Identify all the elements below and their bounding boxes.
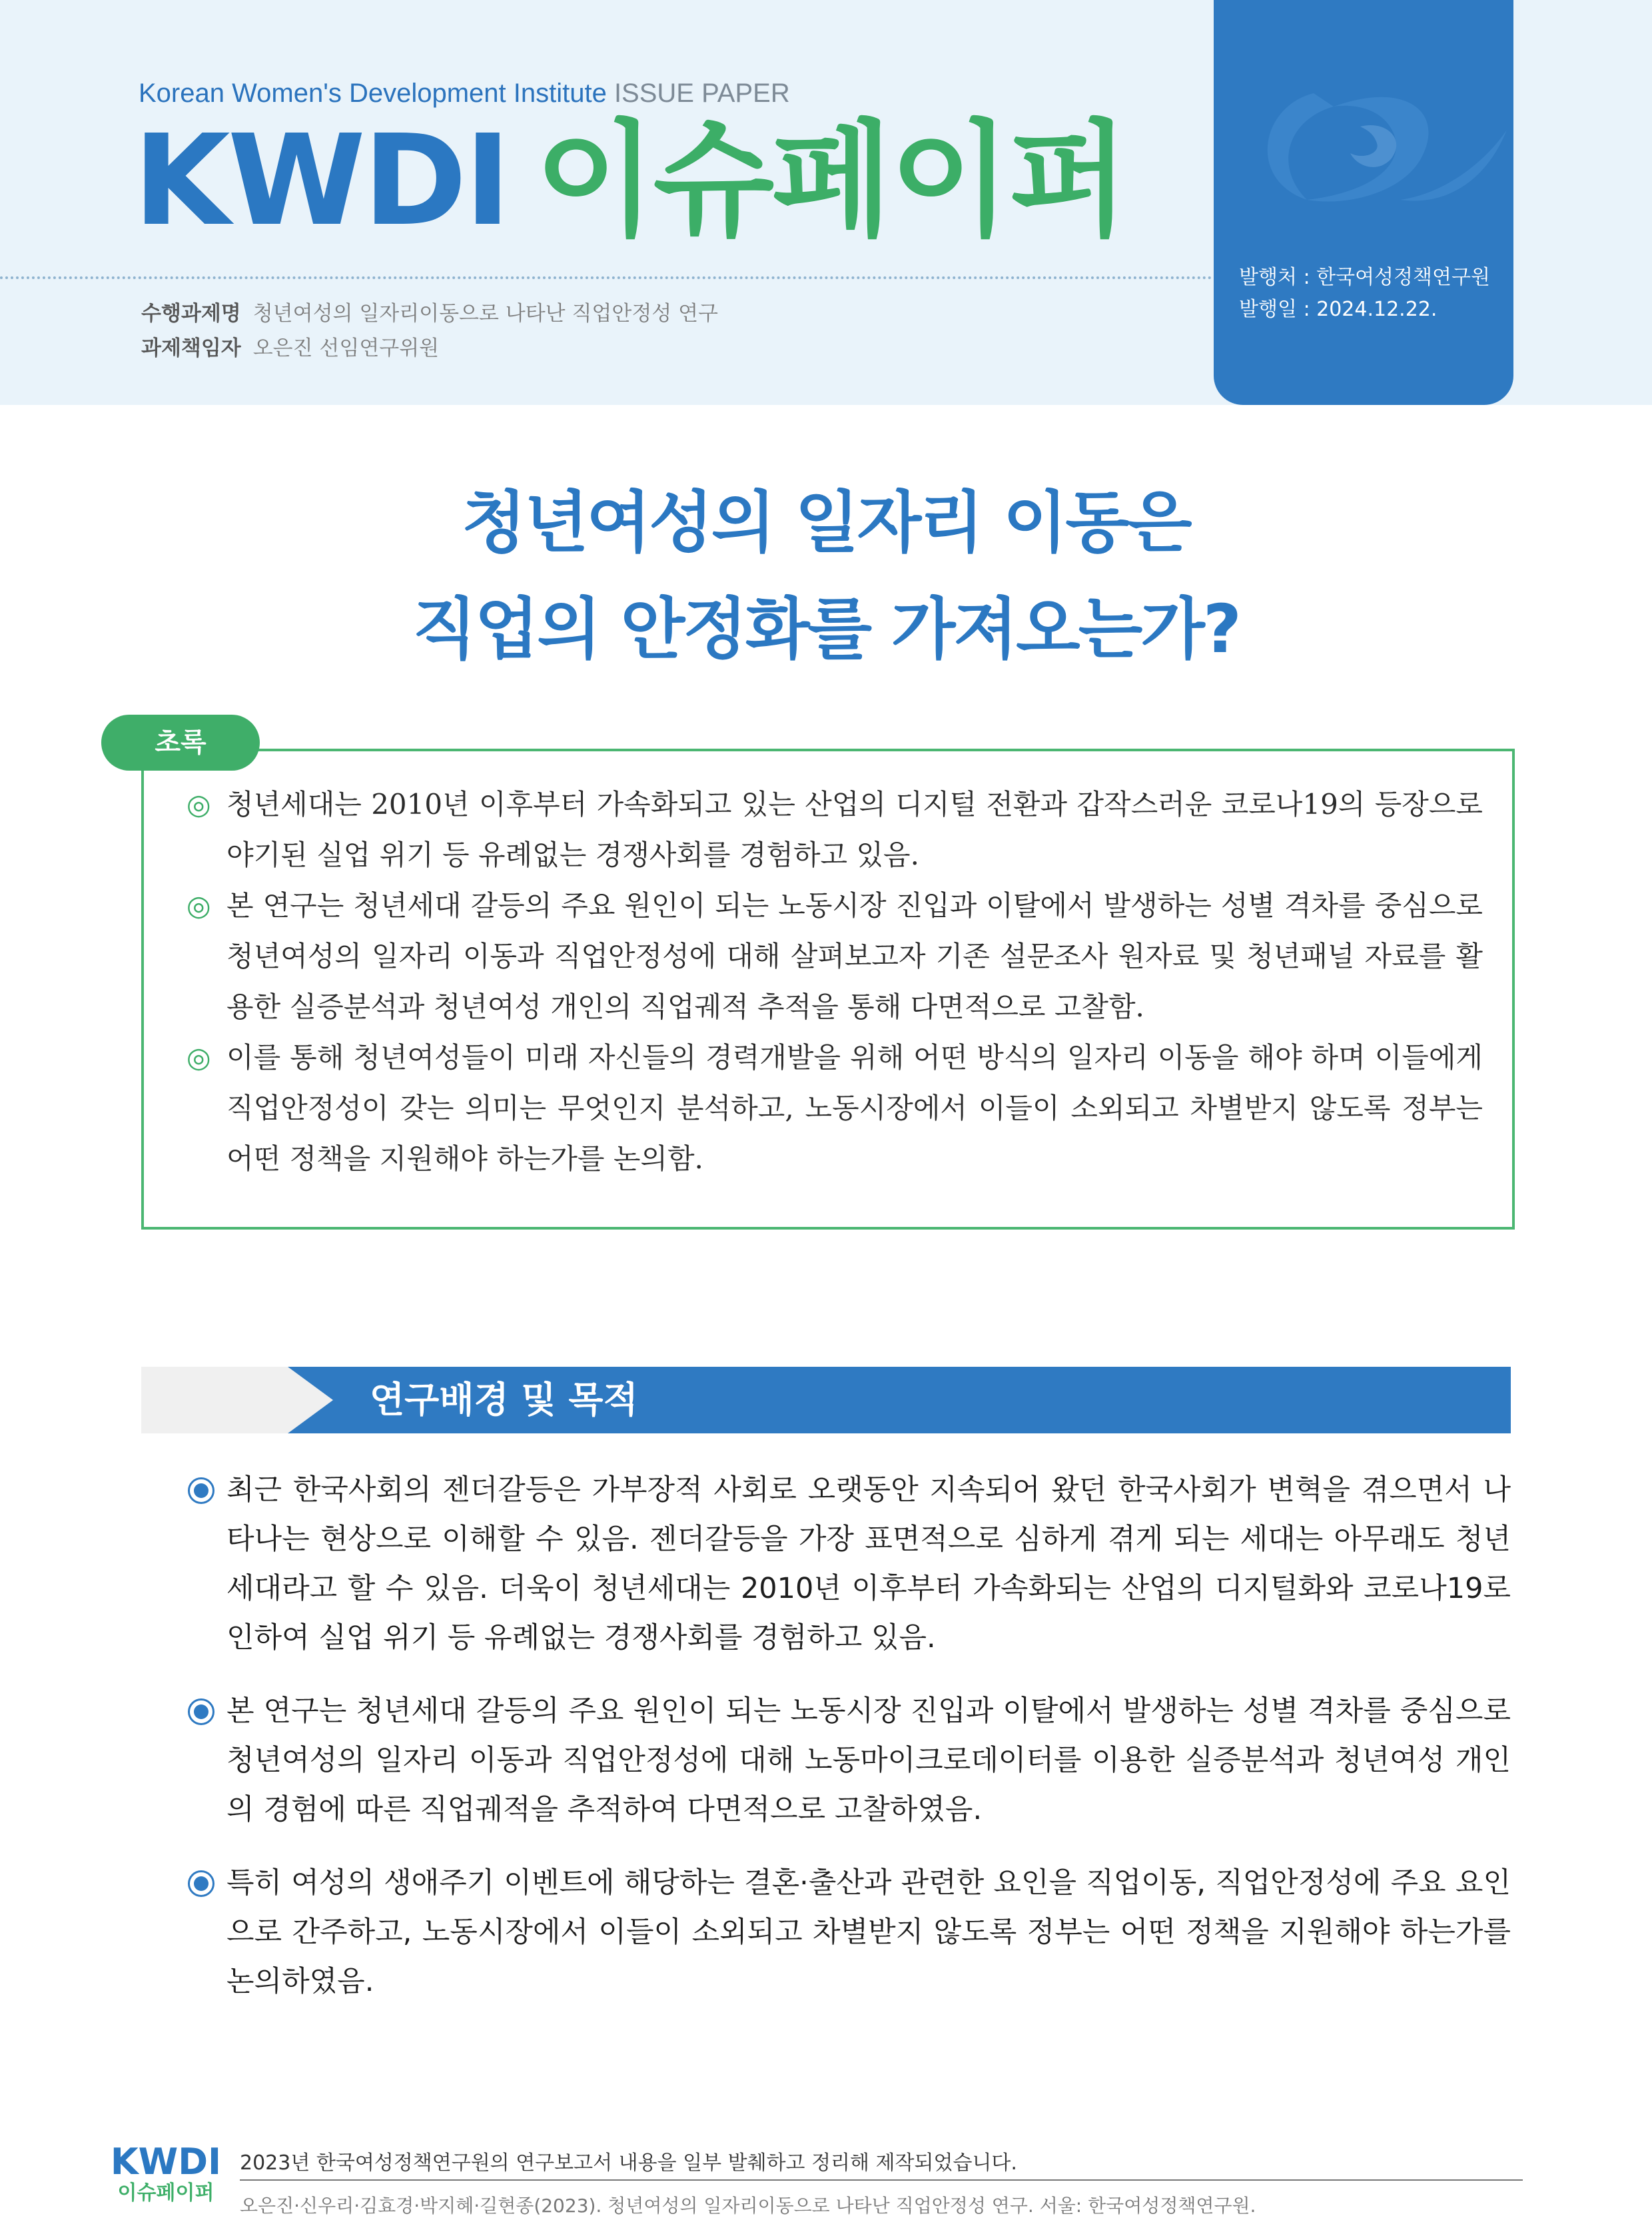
footer-logo-kwdi: KWDI: [110, 2141, 222, 2183]
header-divider: [0, 276, 1212, 279]
publication-title: [133, 108, 1127, 254]
title-issue-paper: 이슈페이퍼: [535, 108, 1127, 254]
header-subtitle-org: Korean Women's Development Institute: [139, 79, 607, 108]
publisher-info: [1239, 262, 1490, 326]
publisher-line: 발행처 : 한국여성정책연구원: [1239, 266, 1490, 289]
list-item-text: 본 연구는 청년세대 갈등의 주요 원인이 되는 노동시장 진입과 이탈에서 발생하는 성별 격차를 중심으로 청년여성의 일자리 이동과 직업안정성에 대해 노동마이크로데이터를 이용한 실증분석과 청년여성 개인의 경험에 따른 직업궤적을 추적하여 다면적으로 고찰하였음.: [226, 1694, 1511, 1826]
abstract-tab: 초록: [101, 715, 260, 771]
main-title-line-1: 청년여성의 일자리 이동은: [462, 484, 1190, 561]
meta-project-lead: [141, 331, 718, 366]
footer-logo-issue: 이슈페이퍼: [117, 2181, 214, 2205]
abstract-item: [187, 779, 1483, 881]
list-item: [188, 1465, 1511, 1663]
meta-label: 과제책임자: [141, 336, 241, 360]
list-item-text: 최근 한국사회의 젠더갈등은 가부장적 사회로 오랫동안 지속되어 왔던 한국사회가 변혁을 겪으면서 나타나는 현상으로 이해할 수 있음. 젠더갈등을 가장 표면적으로 심하게 겪게 되는 세대는 아무래도 청년세대라고 할 수 있음. 더욱이 청년세대는 2010년 이후부터 가속화되는 산업의 디지털화와 코로나19로 인하여 실업 위기 등 유례없는 경쟁사회를 경험하고 있음.: [226, 1473, 1511, 1655]
meta-value: 오은진 선임연구위원: [252, 336, 440, 360]
main-title-line-2: 직업의 안정화를 가져오는가?: [412, 590, 1240, 668]
header-subtitle: [139, 79, 790, 109]
meta-value: 청년여성의 일자리이동으로 나타난 직업안정성 연구: [252, 302, 718, 326]
background-purpose-list: [188, 1465, 1511, 2030]
abstract-item-text: 청년세대는 2010년 이후부터 가속화되고 있는 산업의 디지털 전환과 갑작스러운 코로나19의 등장으로 야기된 실업 위기 등 유례없는 경쟁사회를 경험하고 있음.: [226, 788, 1483, 871]
abstract-item: [187, 1032, 1483, 1184]
list-item: [188, 1858, 1511, 2006]
footer-logo: [109, 2143, 222, 2206]
project-meta: [141, 296, 718, 366]
section-title: 연구배경 및 목적: [370, 1379, 638, 1421]
publish-date-line: 발행일 : 2024.12.22.: [1239, 298, 1438, 321]
kwdi-emblem-icon: [1234, 67, 1513, 233]
list-item-text: 특히 여성의 생애주기 이벤트에 해당하는 결혼·출산과 관련한 요인을 직업이동, 직업안정성에 주요 요인으로 간주하고, 노동시장에서 이들이 소외되고 차별받지 않도록 정부는 어떤 정책을 지원해야 하는가를 논의하였음.: [226, 1866, 1511, 1998]
abstract-item: [187, 881, 1483, 1032]
blue-dot-bullet-icon: [188, 1477, 214, 1504]
abstract-list: [187, 779, 1483, 1184]
publisher-box: [1214, 0, 1513, 405]
double-circle-marker-icon: ◎: [187, 889, 211, 922]
double-circle-marker-icon: ◎: [187, 1041, 211, 1074]
list-item: [188, 1686, 1511, 1834]
title-kwdi: KWDI: [133, 108, 509, 254]
abstract-item-text: 본 연구는 청년세대 갈등의 주요 원인이 되는 노동시장 진입과 이탈에서 발생하는 성별 격차를 중심으로 청년여성의 일자리 이동과 직업안정성에 대해 살펴보고자 기존 설문조사 원자료 및 청년패널 자료를 활용한 실증분석과 청년여성 개인의 직업궤적 추적을 통해 다면적으로 고찰함.: [226, 889, 1483, 1023]
double-circle-marker-icon: ◎: [187, 788, 211, 821]
header-subtitle-type: ISSUE PAPER: [614, 79, 790, 108]
abstract-item-text: 이를 통해 청년여성들이 미래 자신들의 경력개발을 위해 어떤 방식의 일자리 이동을 해야 하며 이들에게 직업안정성이 갖는 의미는 무엇인지 분석하고, 노동시장에서 이들이 소외되고 차별받지 않도록 정부는 어떤 정책을 지원해야 하는가를 논의함.: [226, 1041, 1483, 1175]
blue-dot-bullet-icon: [188, 1698, 214, 1725]
footer-divider: [240, 2179, 1523, 2181]
blue-dot-bullet-icon: [188, 1870, 214, 1897]
meta-project-name: [141, 296, 718, 331]
meta-label: 수행과제명: [141, 302, 241, 326]
footer-citation: 오은진·신우리·김효경·박지혜·길현종(2023). 청년여성의 일자리이동으로 나타난 직업안정성 연구. 서울: 한국여성정책연구원.: [240, 2195, 1256, 2217]
footer-note: 2023년 한국여성정책연구원의 연구보고서 내용을 일부 발췌하고 정리해 제작되었습니다.: [240, 2151, 1017, 2175]
